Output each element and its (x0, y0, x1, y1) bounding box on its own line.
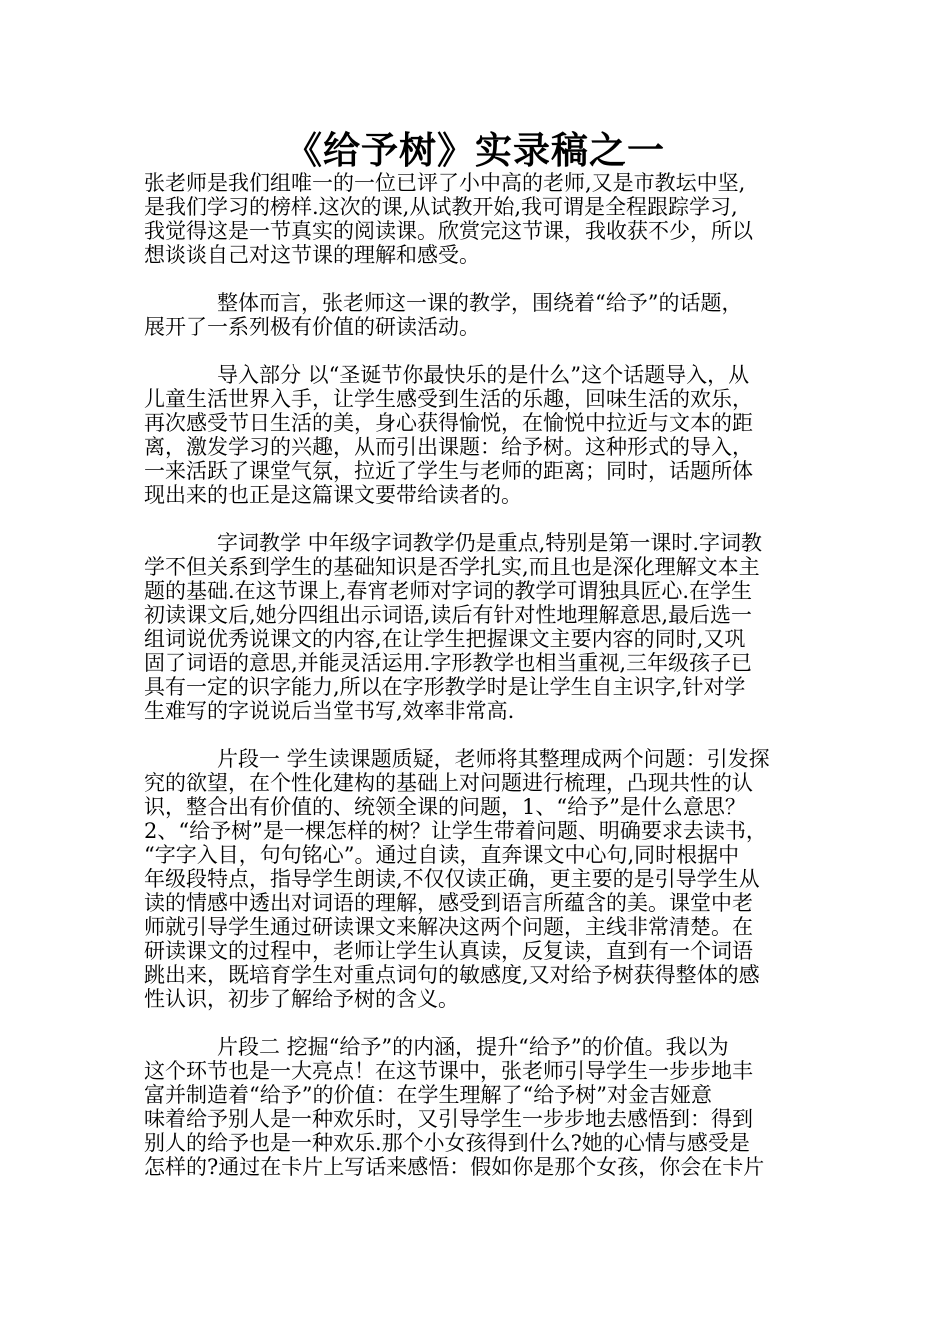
text-line: 现出来的也正是这篇课文要带给读者的。 (144, 483, 522, 507)
text-line: 研读课文的过程中，老师让学生认真读，反复读，直到有一个词语 (144, 939, 753, 963)
text-line: 味着给予别人是一种欢乐时，又引导学生一步步地去感悟到：得到 (144, 1107, 753, 1131)
text-line: 初读课文后,她分四组出示词语,读后有针对性地理解意思,最后选一 (144, 603, 753, 627)
text-line: 固了词语的意思,并能灵活运用.字形教学也相当重视,三年级孩子已 (144, 651, 753, 675)
text-line: 具有一定的识字能力,所以在字形教学时是让学生自主识字,针对学 (144, 675, 746, 699)
text-line: 富并制造着“给予”的价值：在学生理解了“给予树”对金吉娅意 (144, 1083, 712, 1107)
text-line: 组词说优秀说课文的内容,在让学生把握课文主要内容的同时,又巩 (144, 627, 746, 651)
paragraph-introduction-section (144, 363, 810, 507)
text-line: 再次感受节日生活的美，身心获得愉悦，在愉悦中拉近与文本的距 (144, 411, 753, 435)
text-line: “字字入目，句句铭心”。通过自读，直奔课文中心句,同时根据中 (144, 843, 740, 867)
text-line: 一来活跃了课堂气氛，拉近了学生与老师的距离；同时，话题所体 (144, 459, 753, 483)
text-line: 张老师是我们组唯一的一位已评了小中高的老师,又是市教坛中坚, (144, 171, 746, 195)
document-title: 《给予树》实录稿之一 (285, 128, 665, 172)
text-line: 别人的给予也是一种欢乐.那个小女孩得到什么?她的心情与感受是 (144, 1131, 750, 1155)
text-line: 读的情感中透出对词语的理解，感受到语言所蕴含的美。课堂中老 (144, 891, 753, 915)
text-line: 究的欲望，在个性化建构的基础上对问题进行梳理，凸现共性的认 (144, 771, 753, 795)
paragraph-gap (144, 267, 810, 291)
paragraph-gap (144, 339, 810, 363)
text-line: 性认识，初步了解给予树的含义。 (144, 987, 459, 1011)
text-line: 儿童生活世界入手，让学生感受到生活的乐趣，回味生活的欢乐， (144, 387, 753, 411)
paragraph-vocabulary-teaching (144, 531, 810, 723)
text-line: 生难写的字说说后当堂书写,效率非常高. (144, 699, 515, 723)
text-line: 这个环节也是一大亮点！在这节课中，张老师引导学生一步步地丰 (144, 1059, 753, 1083)
paragraph-segment-two (144, 1035, 810, 1179)
text-line: 离，激发学习的兴趣，从而引出课题：给予树。这种形式的导入， (144, 435, 753, 459)
text-line: 学不但关系到学生的基础知识是否学扎实,而且也是深化理解文本主 (144, 555, 760, 579)
text-line: 2、“给予树”是一棵怎样的树？让学生带着问题、明确要求去读书， (144, 819, 767, 843)
text-line: 片段一 学生读课题质疑，老师将其整理成两个问题：引发探 (217, 747, 770, 771)
text-line: 整体而言，张老师这一课的教学，围绕着“给予”的话题， (217, 291, 743, 315)
paragraph-intro (144, 171, 810, 267)
text-line: 我觉得这是一节真实的阅读课。欣赏完这节课，我收获不少，所以 (144, 219, 753, 243)
text-line: 怎样的?通过在卡片上写话来感悟：假如你是那个女孩，你会在卡片 (144, 1155, 765, 1179)
paragraph-segment-one (144, 747, 810, 1011)
text-line: 识，整合出有价值的、统领全课的问题，1、“给予”是什么意思？ (144, 795, 746, 819)
text-line: 是我们学习的榜样.这次的课,从试教开始,我可谓是全程跟踪学习, (144, 195, 738, 219)
text-line: 师就引导学生通过研读课文来解决这两个问题，主线非常清楚。在 (144, 915, 753, 939)
text-line: 展开了一系列极有价值的研读活动。 (144, 315, 480, 339)
paragraph-overall (144, 291, 810, 339)
paragraph-gap (144, 723, 810, 747)
text-line: 年级段特点，指导学生朗读,不仅仅读正确，更主要的是引导学生从 (144, 867, 760, 891)
paragraph-gap (144, 507, 810, 531)
text-line: 题的基础.在这节课上,春宵老师对字词的教学可谓独具匠心.在学生 (144, 579, 753, 603)
paragraph-gap (144, 1011, 810, 1035)
text-line: 导入部分 以“圣诞节你最快乐的是什么”这个话题导入，从 (217, 363, 750, 387)
text-line: 字词教学 中年级字词教学仍是重点,特别是第一课时.字词教 (217, 531, 763, 555)
document-body (144, 171, 810, 1179)
text-line: 片段二 挖掘“给予”的内涵，提升“给予”的价值。我以为 (217, 1035, 729, 1059)
text-line: 想谈谈自己对这节课的理解和感受。 (144, 243, 480, 267)
text-line: 跳出来，既培育学生对重点词句的敏感度,又对给予树获得整体的感 (144, 963, 760, 987)
